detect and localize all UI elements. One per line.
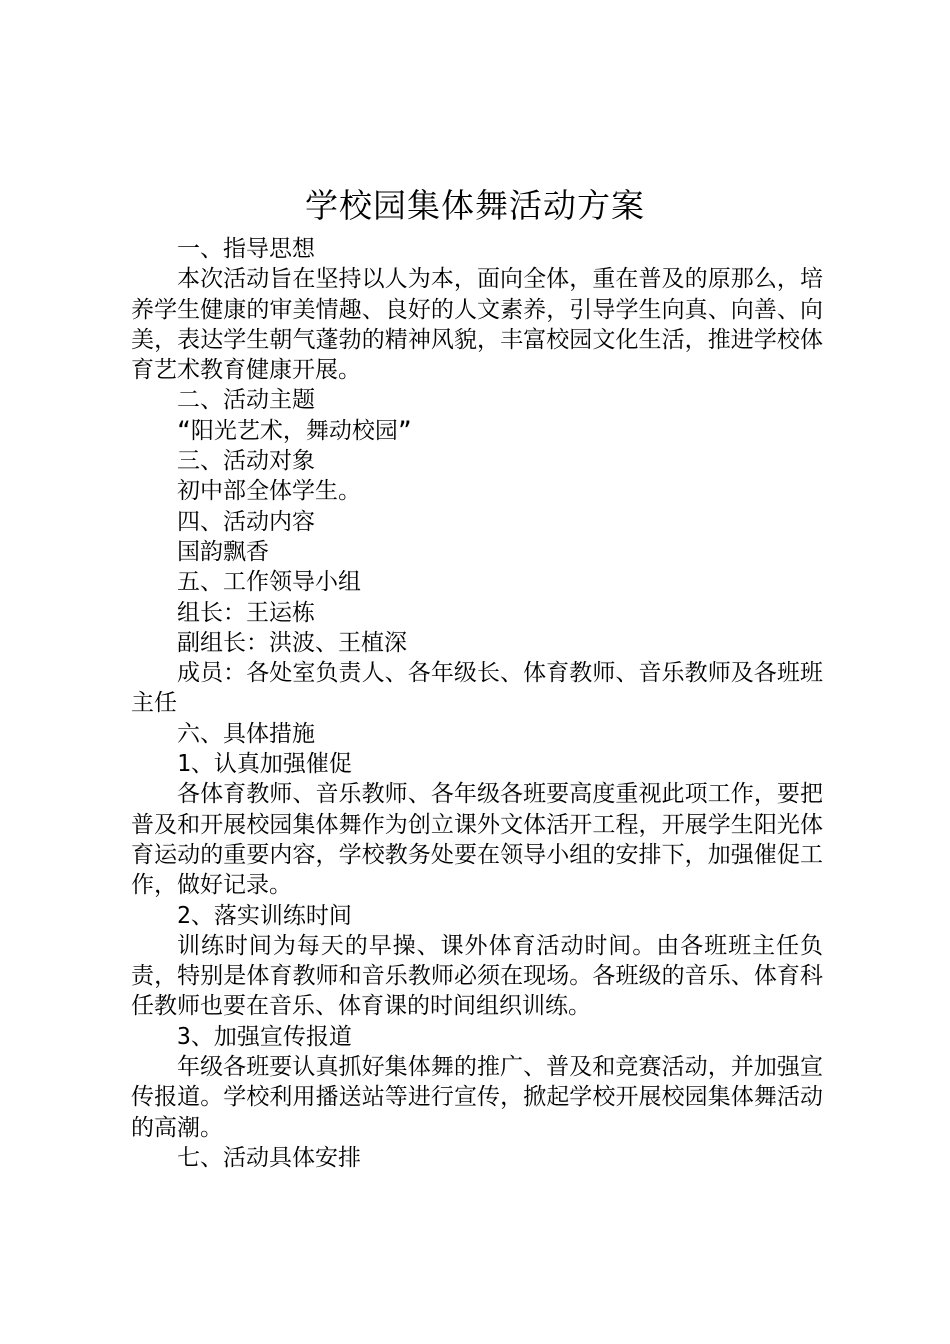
paragraph-publicity: 年级各班要认真抓好集体舞的推广、普及和竞赛活动，并加强宣传报道。学校利用播送站等进行宣传，掀起学校开展校园集体舞活动的高潮。 — [131, 1054, 823, 1141]
document-body — [131, 234, 823, 1173]
paragraph-activity-content: 国韵飘香 — [177, 538, 269, 565]
paragraph-training-time: 训练时间为每天的早操、课外体育活动时间。由各班班主任负责，特别是体育教师和音乐教师必须在现场。各班级的音乐、体育科任教师也要在音乐、体育课的时间组织训练。 — [131, 932, 823, 1020]
document-title: 学校园集体舞活动方案 — [305, 186, 645, 225]
paragraph-members: 成员：各处室负责人、各年级长、体育教师、音乐教师及各班班主任 — [131, 660, 823, 717]
subheading-publicity: 3、加强宣传报道 — [177, 1023, 352, 1050]
paragraph-activity-target: 初中部全体学生。 — [177, 478, 361, 505]
heading-activity-arrangement: 七、活动具体安排 — [177, 1144, 361, 1171]
heading-specific-measures: 六、具体措施 — [177, 720, 315, 747]
subheading-training-time: 2、落实训练时间 — [177, 902, 352, 929]
paragraph-activity-theme: “阳光艺术，舞动校园” — [177, 417, 412, 444]
paragraph-deputy-leaders: 副组长：洪波、王植深 — [177, 629, 407, 656]
heading-leadership-group: 五、工作领导小组 — [177, 569, 361, 596]
heading-activity-target: 三、活动对象 — [177, 448, 315, 475]
heading-activity-content: 四、活动内容 — [177, 508, 315, 535]
subheading-supervision: 1、认真加强催促 — [177, 751, 352, 778]
heading-activity-theme: 二、活动主题 — [177, 387, 315, 414]
paragraph-group-leader: 组长：王运栋 — [177, 599, 315, 626]
paragraph-guiding-ideology: 本次活动旨在坚持以人为本，面向全体，重在普及的原那么，培养学生健康的审美情趣、良好的人文素养，引导学生向真、向善、向美，表达学生朝气蓬勃的精神风貌，丰富校园文化生活，推进学校体育艺术教育健康开展。 — [131, 266, 823, 384]
paragraph-supervision: 各体育教师、音乐教师、各年级各班要高度重视此项工作，要把普及和开展校园集体舞作为创立课外文体活开工程，开展学生阳光体育运动的重要内容，学校教务处要在领导小组的安排下，加强催促工作，做好记录。 — [131, 781, 823, 899]
heading-guiding-ideology: 一、指导思想 — [177, 236, 315, 262]
